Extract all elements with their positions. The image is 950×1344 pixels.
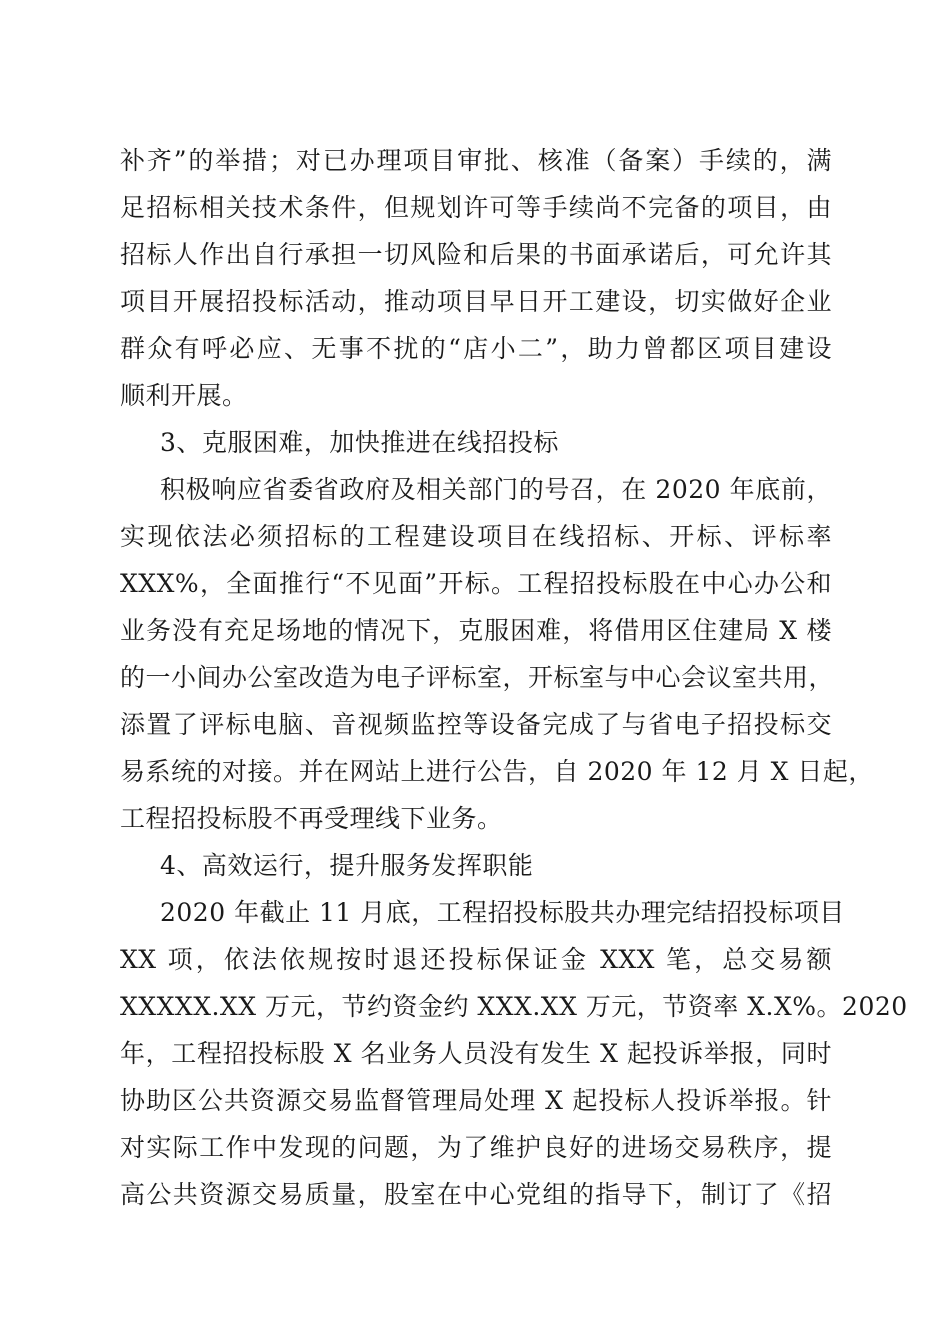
section-heading: 4、高效运行，提升服务发挥职能 bbox=[160, 851, 534, 880]
text-line: 群众有呼必应、无事不扰的“店小二”，助力曾都区项目建设 bbox=[120, 334, 832, 363]
text-line: 的一小间办公室改造为电子评标室，开标室与中心会议室共用， bbox=[120, 663, 835, 692]
text-line: XX 项，依法依规按时退还投标保证金 XXX 笔，总交易额 bbox=[120, 945, 832, 974]
text-line: XXXXX.XX 万元，节约资金约 XXX.XX 万元，节资率 X.X%。2020 bbox=[120, 992, 908, 1021]
text-line: 添置了评标电脑、音视频监控等设备完成了与省电子招投标交 bbox=[120, 710, 832, 739]
text-line: 工程招投标股不再受理线下业务。 bbox=[120, 804, 503, 833]
text-line: 实现依法必须招标的工程建设项目在线招标、开标、评标率 bbox=[120, 522, 832, 551]
text-line: 招标人作出自行承担一切风险和后果的书面承诺后，可允许其 bbox=[120, 240, 832, 269]
text-line: 高公共资源交易质量，股室在中心党组的指导下，制订了《招 bbox=[120, 1180, 832, 1209]
text-line: 2020 年截止 11 月底，工程招投标股共办理完结招投标项目 bbox=[160, 898, 845, 927]
text-line: 积极响应省委省政府及相关部门的号召，在 2020 年底前， bbox=[160, 475, 832, 504]
text-line: 足招标相关技术条件，但规划许可等手续尚不完备的项目，由 bbox=[120, 193, 832, 222]
text-line: 年，工程招投标股 X 名业务人员没有发生 X 起投诉举报，同时 bbox=[120, 1039, 832, 1068]
text-line: 顺利开展。 bbox=[120, 381, 248, 410]
text-line: 业务没有充足场地的情况下，克服困难，将借用区住建局 X 楼 bbox=[120, 616, 832, 645]
text-line: 易系统的对接。并在网站上进行公告，自 2020 年 12 月 X 日起， bbox=[120, 757, 874, 786]
section-heading: 3、克服困难，加快推进在线招投标 bbox=[160, 428, 559, 457]
text-line: 项目开展招投标活动，推动项目早日开工建设，切实做好企业 bbox=[120, 287, 832, 316]
text-line: 补齐”的举措；对已办理项目审批、核准（备案）手续的，满 bbox=[120, 146, 832, 175]
text-line: 协助区公共资源交易监督管理局处理 X 起投标人投诉举报。针 bbox=[120, 1086, 832, 1115]
text-line: 对实际工作中发现的问题，为了维护良好的进场交易秩序，提 bbox=[120, 1133, 832, 1162]
text-line: XXX%，全面推行“不见面”开标。工程招投标股在中心办公和 bbox=[120, 569, 832, 598]
